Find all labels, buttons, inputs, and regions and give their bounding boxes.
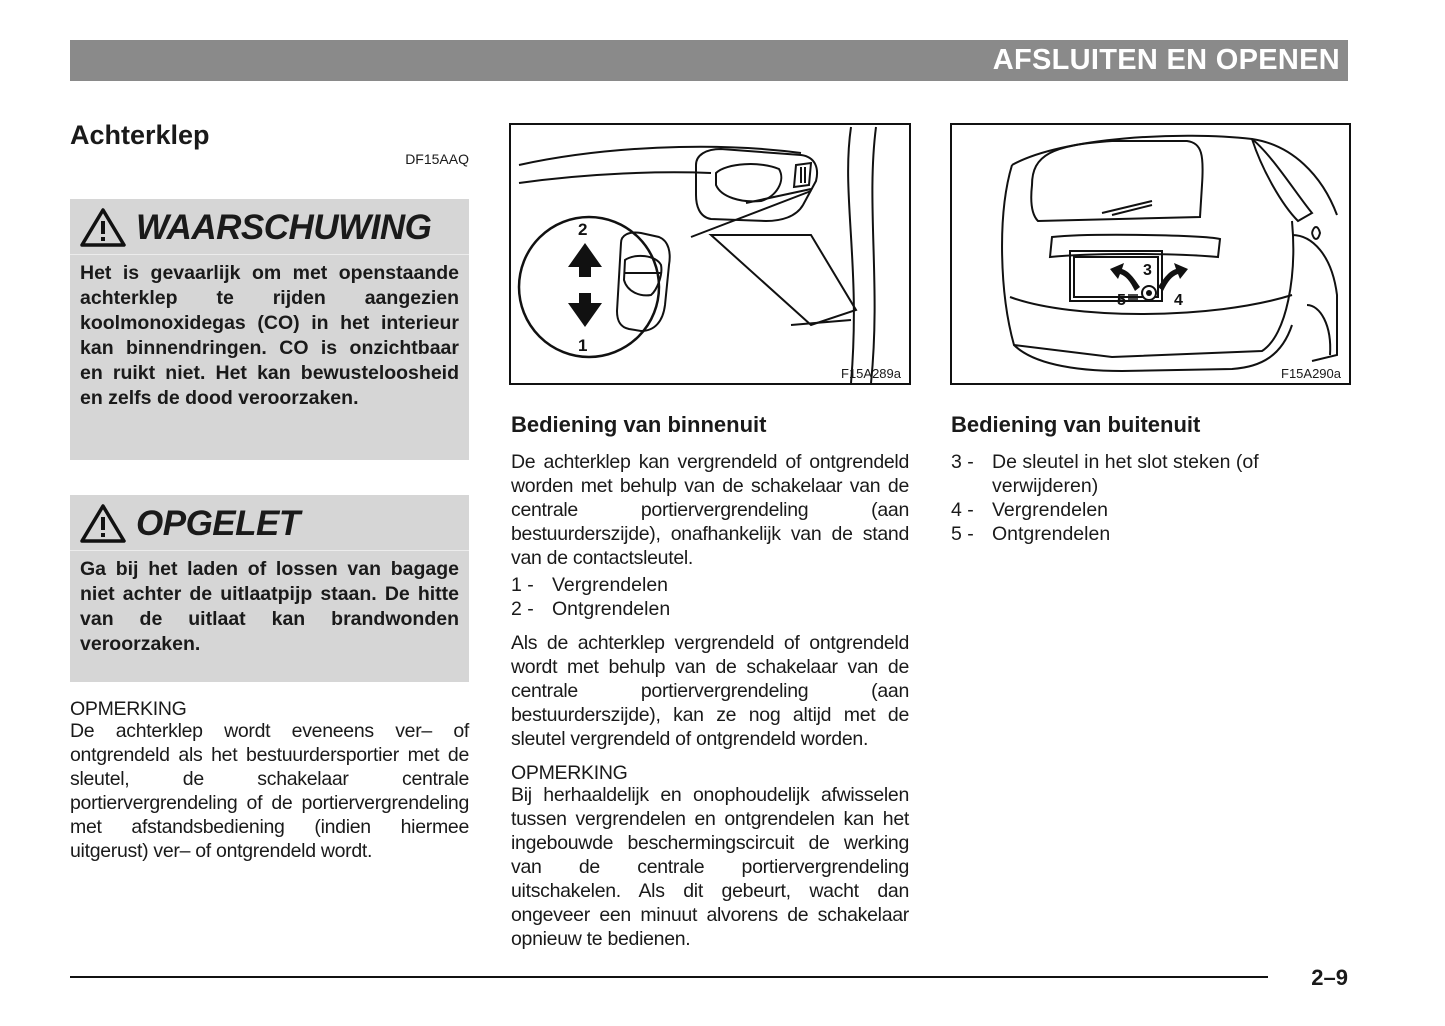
- warning-header: [70, 199, 469, 255]
- list-item: [951, 450, 1349, 498]
- list-item-text: De sleutel in het slot steken (of verwijderen): [992, 451, 1259, 497]
- list-item-number: 1 -: [511, 574, 534, 596]
- label-unlock-number: 2: [578, 220, 588, 239]
- list-item: [951, 498, 1349, 522]
- label-unlock-number: 5: [1117, 292, 1126, 309]
- caution-header: [70, 495, 469, 551]
- chapter-title: AFSLUITEN EN OPENEN: [992, 44, 1340, 76]
- outside-title: Bediening van buitenuit: [951, 412, 1201, 437]
- caution-text: Ga bij het laden of lossen van bagage niet achter de uitlaatpijp staan. De hitte van de uitlaat kan brandwonden veroorzaken.: [80, 558, 459, 655]
- warning-triangle-icon: [80, 503, 126, 543]
- inside-title: Bediening van binnenuit: [511, 412, 767, 437]
- header-bar: [70, 40, 1348, 81]
- figure-code: F15A290a: [1281, 366, 1341, 381]
- inside-paragraph-2: Als de achterklep vergrendeld of ontgrendeld wordt met behulp van de schakelaar van de centrale portiervergrendeling (aan bestuurderszijde), kan ze nog altijd met de sleutel vergrendeld of ontgrendeld worden.: [511, 632, 909, 750]
- list-item-number: 2 -: [511, 598, 534, 620]
- note-text: De achterklep wordt eveneens ver– of ontgrendeld als het bestuurdersportier met de sleutel, de schakelaar centrale portiervergrendeling of de portiervergrendeling met afstandsbediening (indien hiermee uitgerust) ver– of ontgrendeld wordt.: [70, 720, 469, 862]
- caution-title: OPGELET: [136, 504, 300, 543]
- page-number: 2–9: [1311, 965, 1348, 990]
- list-item-number: 3 -: [951, 451, 974, 473]
- footer-rule: [70, 976, 1268, 978]
- label-insert-key-number: 3: [1143, 262, 1152, 279]
- list-item: [951, 522, 1349, 546]
- inside-paragraph-1: De achterklep kan vergrendeld of ontgrendeld worden met behulp van de schakelaar van de centrale portiervergrendeling (aan bestuurderszijde), onafhankelijk van de stand van de contactsleutel.: [511, 451, 909, 569]
- inside-note-heading: OPMERKING: [511, 762, 628, 784]
- tailgate-illustration: [952, 125, 1349, 383]
- outside-list: [951, 450, 1349, 546]
- inside-note-text: Bij herhaaldelijk en onophoudelijk afwisselen tussen vergrendelen en ontgrendelen kan het ingebouwde beschermingscircuit de werking van de centrale portiervergrendeling uitschakelen. Als dit gebeurt, wacht dan ongeveer een minuut alvorens de schakelaar opnieuw te bedienen.: [511, 784, 909, 950]
- warning-text: Het is gevaarlijk om met openstaande achterklep te rijden aangezien koolmonoxidegas (CO) in het interieur kan binnendringen. CO is onzichtbaar en ruikt niet. Het kan bewusteloosheid en zelfs de dood veroorzaken.: [80, 262, 459, 409]
- list-item-text: Ontgrendelen: [992, 523, 1111, 545]
- warning-title: WAARSCHUWING: [136, 208, 432, 247]
- label-lock-number: 4: [1174, 292, 1183, 309]
- list-item-number: 4 -: [951, 499, 974, 521]
- list-item-text: Vergrendelen: [992, 499, 1109, 521]
- list-item-number: 5 -: [951, 523, 974, 545]
- figure-code: F15A289a: [841, 366, 901, 381]
- list-item-text: Ontgrendelen: [552, 598, 671, 620]
- label-lock-number: 1: [578, 336, 588, 355]
- door-switch-illustration: [511, 125, 909, 383]
- list-item: [511, 573, 909, 597]
- section-title: Achterklep: [70, 120, 210, 150]
- caution-box: [70, 495, 469, 682]
- warning-triangle-icon: [80, 207, 126, 247]
- inside-list: [511, 573, 909, 621]
- section-code: DF15AAQ: [405, 151, 469, 167]
- figure-inside-switch: [509, 123, 911, 385]
- list-item-text: Vergrendelen: [552, 574, 669, 596]
- note-heading: OPMERKING: [70, 698, 187, 720]
- warning-box: [70, 199, 469, 460]
- list-item: [511, 597, 909, 621]
- figure-outside-lock: [950, 123, 1351, 385]
